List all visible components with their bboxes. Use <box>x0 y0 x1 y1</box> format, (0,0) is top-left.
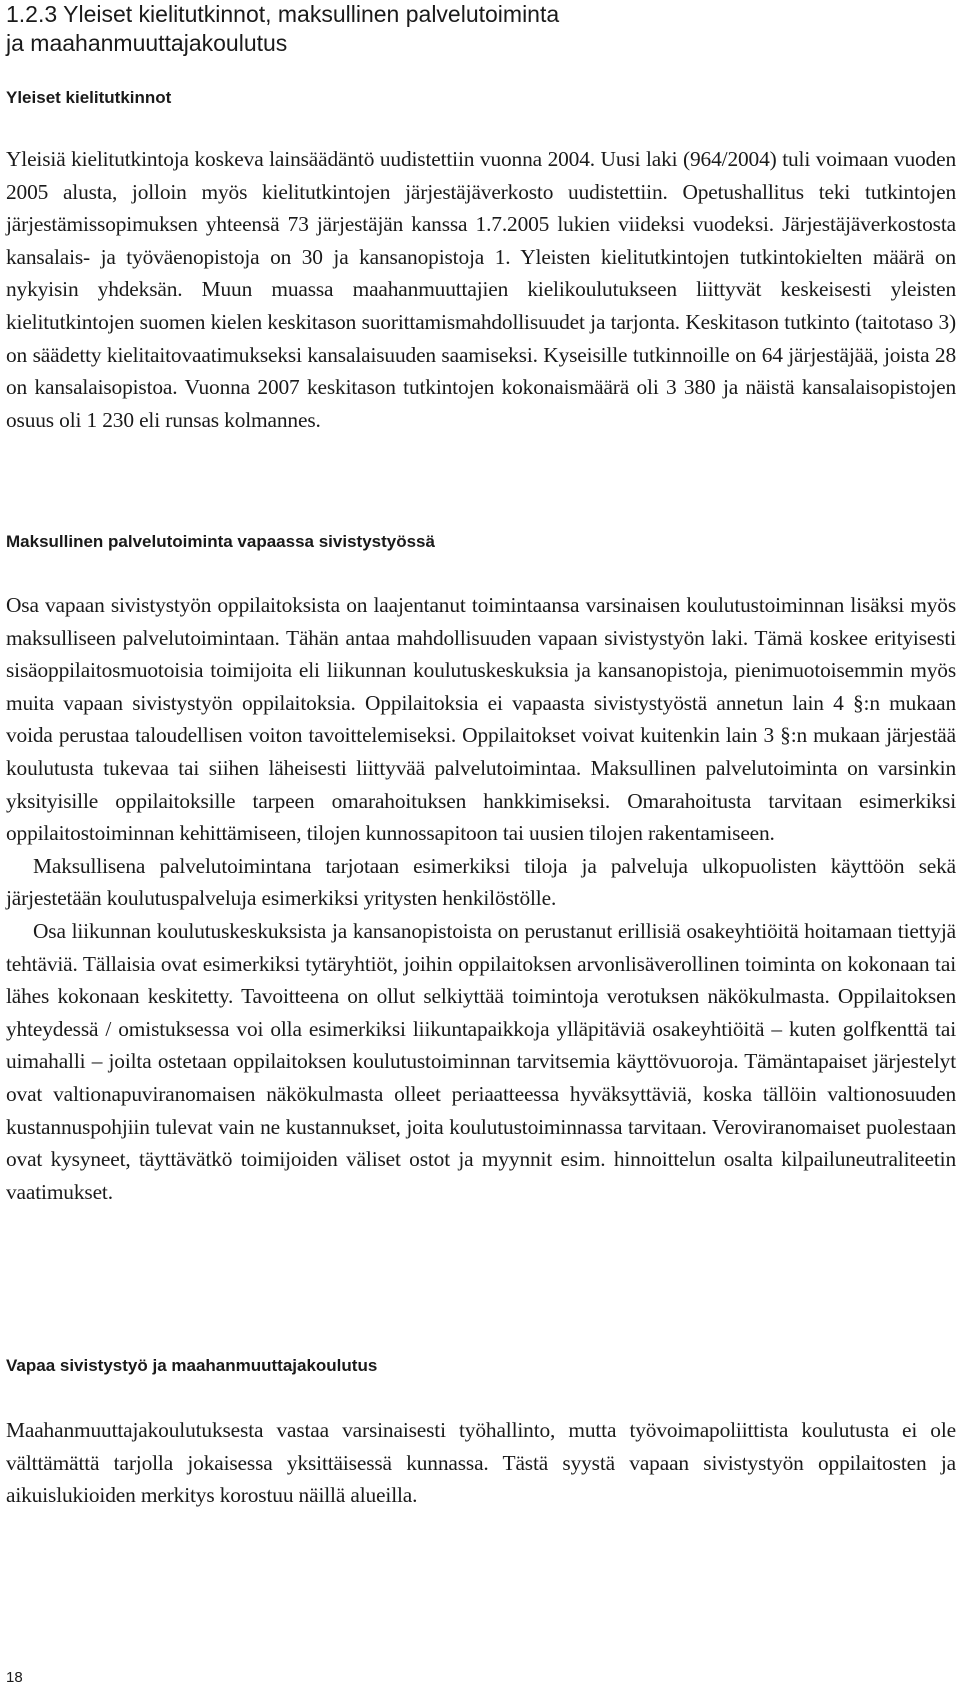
chapter-title-line-2: ja maahanmuuttajakoulutus <box>6 30 288 56</box>
paragraph: Osa vapaan sivistystyön oppilaitoksista on laajentanut toimintaansa varsinaisen koulutustoiminnan lisäksi myös maksulliseen palvelutoimintaan. Tähän antaa mahdollisuuden vapaan sivistystyön laki. Tämä koskee erityisesti sisäoppilaitosmuotoisia toimijoita eli liikunnan koulutuskeskuksia ja kansanopistoja, pienimuotoisemmin myös muita vapaan sivistystyön oppilaitoksia. Oppilaitoksia ei vapaasta sivistystyöstä annetun lain 4 §:n mukaan voida perustaa taloudellisen voiton tavoittelemiseksi. Oppilaitokset voivat kuitenkin lain 3 §:n mukaan järjestää koulutusta tukevaa tai siihen läheisesti liittyvää palvelutoimintaa. Maksullinen palvelutoiminta on varsinkin yksityisille oppilaitoksille tarpeen omarahoituksen hankkimiseksi. Omarahoitusta tarvitaan esimerkiksi oppilaitostoiminnan kehittämiseen, tilojen kunnossapitoon tai uusien tilojen rakentamiseen. <box>6 593 956 846</box>
section-body-paid-services <box>6 589 956 1208</box>
section-heading-immigrant-education: Vapaa sivistystyö ja maahanmuuttajakoulutus <box>6 1356 378 1375</box>
paragraph: Maahanmuuttajakoulutuksesta vastaa varsinaisesti työhallinto, mutta työvoimapoliittista koulutusta ei ole välttämättä tarjolla jokaisessa yksittäisessä kunnassa. Tästä syystä vapaan sivistystyön oppilaitosten ja aikuislukioiden merkitys korostuu näillä alueilla. <box>6 1418 956 1508</box>
section-body-language-exams <box>6 143 956 436</box>
section-heading-paid-services: Maksullinen palvelutoiminta vapaassa sivistystyössä <box>6 532 435 551</box>
page-number: 18 <box>6 1669 23 1686</box>
chapter-title <box>6 0 906 58</box>
paragraph: Osa liikunnan koulutuskeskuksista ja kansanopistoista on perustanut erillisiä osakeyhtiöitä hoitamaan tiettyjä tehtäviä. Tällaisia ovat esimerkiksi tytäryhtiöt, joihin oppilaitoksen arvonlisäverollinen toiminta on kokonaan tai lähes kokonaan keskitetty. Tavoitteena on ollut selkiyttää toimintoja verotuksen näkökulmasta. Oppilaitoksen yhteydessä / omistuksessa voi olla esimerkiksi liikuntapaikkoja ylläpitäviä osakeyhtiöitä – kuten golfkenttä tai uimahalli – joilta ostetaan oppilaitoksen koulutustoiminnan tarvitsemia käyttövuoroja. Tämäntapaiset järjestelyt ovat valtionapuviranomaisen näkökulmasta olleet periaatteessa hyväksyttäviä, koska tällöin valtionosuuden kustannuspohjiin tulevat vain ne kustannukset, joita koulutustoiminnassa tarvitaan. Veroviranomaiset puolestaan ovat kysyneet, täyttävätkö toimijoiden väliset ostot ja myynnit esim. hinnoittelun osalta kilpailuneutraliteetin vaatimukset. <box>6 918 956 1204</box>
section-heading-language-exams: Yleiset kielitutkinnot <box>6 88 172 107</box>
chapter-title-line-1: 1.2.3 Yleiset kielitutkinnot, maksullinen palvelutoiminta <box>6 1 560 27</box>
paragraph: Yleisiä kielitutkintoja koskeva lainsäädäntö uudistettiin vuonna 2004. Uusi laki (964/2004) tuli voimaan vuoden 2005 alusta, jolloin myös kielitutkintojen järjestäjäverkosto uudistettiin. Opetushallitus teki tutkintojen järjestämissopimuksen yhteensä 73 järjestäjän kanssa 1.7.2005 lukien viideksi vuodeksi. Järjestäjäverkostosta kansalais- ja työväenopistoja on 30 ja kansanopistoja 1. Yleisten kielitutkintojen tutkintokielten määrä on nykyisin yhdeksän. Muun muassa maahanmuuttajien kielikoulutukseen liittyvät keskeisesti yleisten kielitutkintojen suomen kielen keskitason suorittamismahdollisuudet ja tarjonta. Keskitason tutkinto (taitotaso 3) on säädetty kielitaitovaatimukseksi kansalaisuuden saamiseksi. Kyseisille tutkinnoille on 64 järjestäjää, joista 28 on kansalaisopistoa. Vuonna 2007 keskitason tutkintojen kokonaismäärä oli 3 380 ja näistä kansalaisopistojen osuus oli 1 230 eli runsas kolmannes. <box>6 147 956 432</box>
paragraph: Maksullisena palvelutoimintana tarjotaan esimerkiksi tiloja ja palveluja ulkopuolisten käyttöön sekä järjestetään koulutuspalveluja esimerkiksi yritysten henkilöstölle. <box>6 853 956 911</box>
section-body-immigrant-education <box>6 1414 956 1512</box>
